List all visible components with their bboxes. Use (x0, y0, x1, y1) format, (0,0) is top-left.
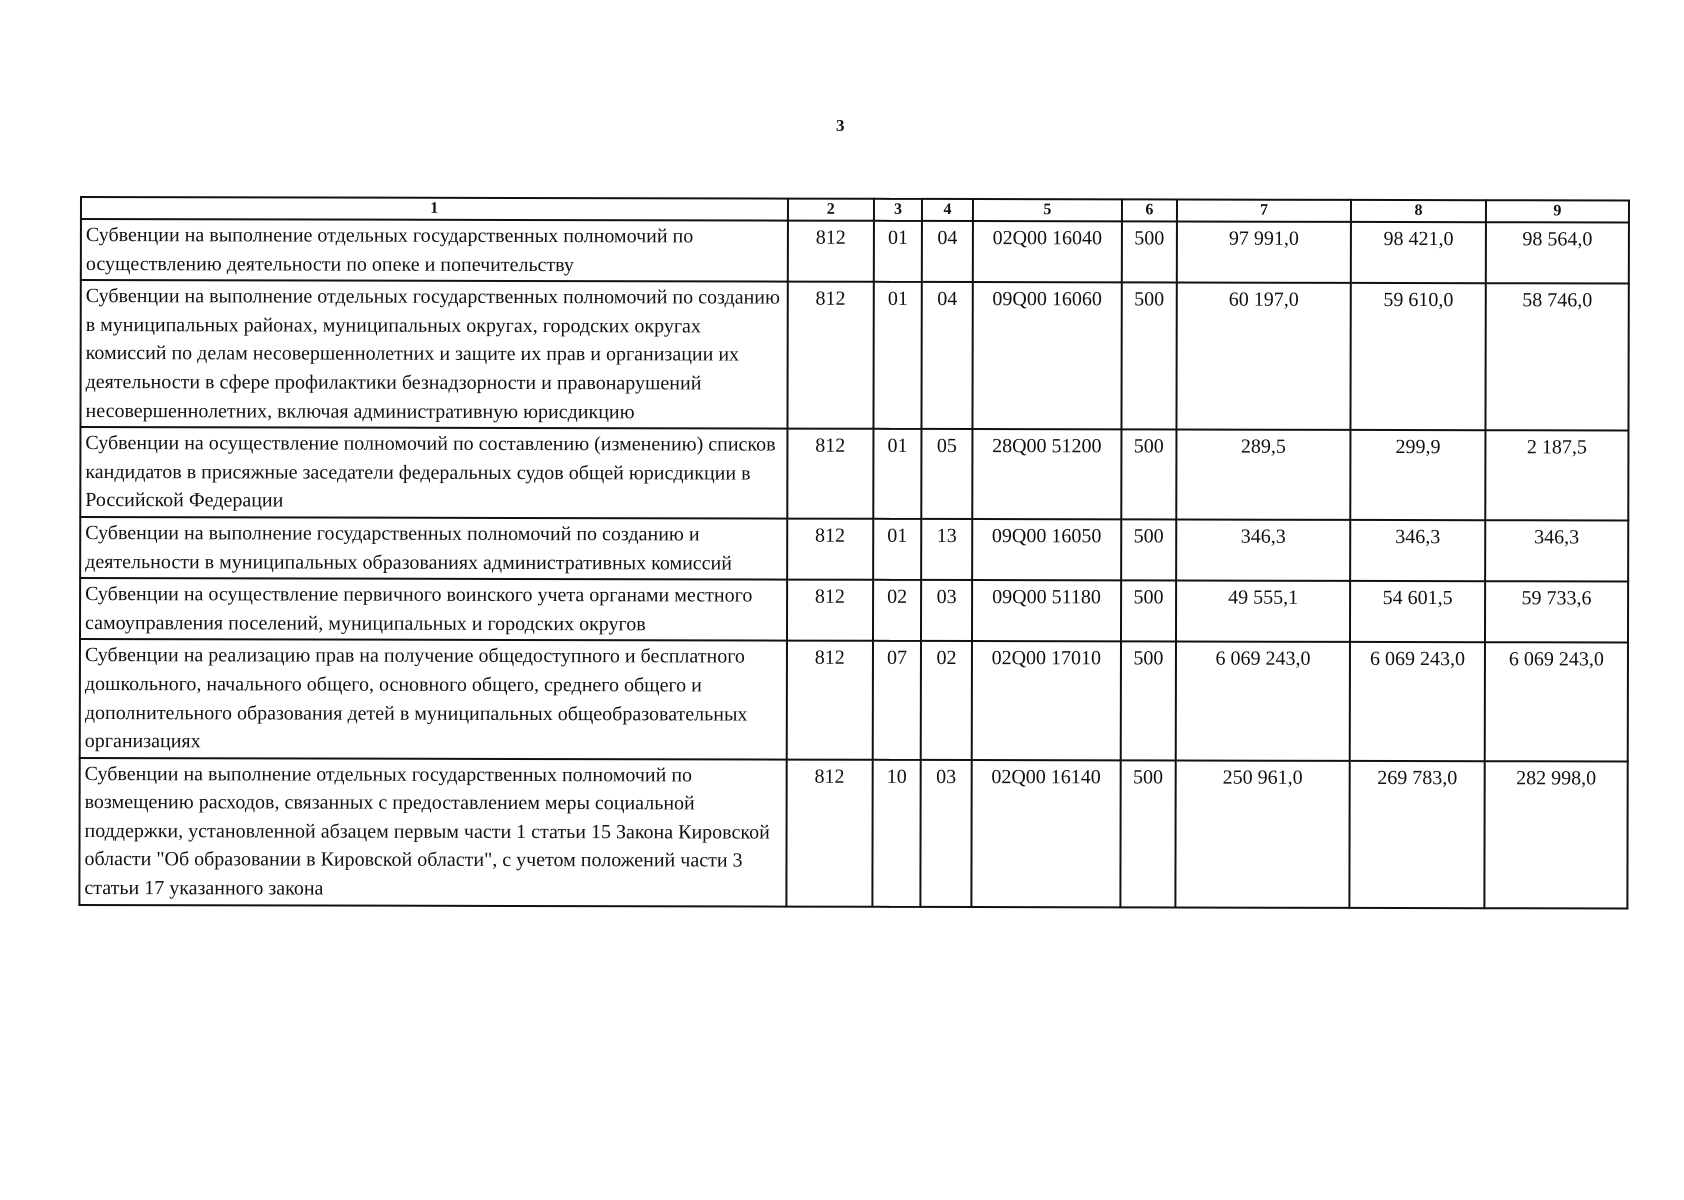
column-header: 8 (1351, 200, 1486, 222)
row-value-1: 250 961,0 (1175, 760, 1350, 907)
row-value-3: 98 564,0 (1486, 222, 1629, 284)
row-subsection: 02 (921, 641, 972, 759)
column-header: 4 (922, 199, 973, 221)
row-value-2: 346,3 (1350, 520, 1485, 581)
row-type: 500 (1122, 283, 1177, 430)
table-row (79, 758, 1627, 908)
column-header: 3 (874, 199, 922, 221)
row-value-2: 98 421,0 (1351, 222, 1486, 283)
row-value-3: 2 187,5 (1485, 430, 1628, 520)
row-subsection: 03 (921, 580, 972, 641)
table-row (80, 280, 1628, 430)
row-section: 10 (872, 759, 921, 906)
row-value-2: 269 783,0 (1350, 761, 1485, 908)
row-value-1: 289,5 (1176, 430, 1351, 520)
row-description: Субвенции на осуществление первичного воинского учета органами местного самоуправления поселений, муниципальных и городских округов (80, 578, 787, 641)
row-type: 500 (1121, 430, 1176, 520)
row-code: 812 (787, 429, 873, 519)
row-target: 02Q00 16040 (973, 221, 1122, 283)
row-section: 07 (873, 641, 922, 759)
row-section: 02 (873, 580, 921, 641)
table-row (80, 517, 1628, 582)
row-code: 812 (787, 580, 873, 641)
column-header: 9 (1486, 200, 1629, 222)
column-header: 5 (973, 199, 1122, 221)
row-description: Субвенции на осуществление полномочий по составлению (изменению) списков кандидатов в присяжные заседатели федеральных судов общей юрисдикции в Российской Федерации (80, 427, 787, 518)
row-description: Субвенции на реализацию прав на получение общедоступного и бесплатного дошкольного, начального общего, основного общего, среднего общего и дополнительного образования детей в муниципальных общеобразовательных организациях (80, 639, 787, 759)
row-value-2: 59 610,0 (1351, 283, 1486, 430)
table-row (80, 578, 1628, 643)
row-type: 500 (1121, 642, 1176, 760)
row-target: 02Q00 17010 (971, 641, 1121, 760)
row-value-3: 346,3 (1485, 520, 1628, 582)
column-header: 2 (788, 199, 874, 221)
row-section: 01 (873, 429, 922, 519)
row-value-2: 54 601,5 (1350, 581, 1485, 642)
page-number: 3 (836, 116, 845, 135)
row-subsection: 13 (921, 519, 972, 580)
row-code: 812 (786, 759, 873, 906)
row-value-2: 6 069 243,0 (1350, 642, 1485, 761)
row-value-3: 59 733,6 (1485, 581, 1628, 643)
row-description: Субвенции на выполнение отдельных государственных полномочий по возмещению расходов, связанных с предоставлением меры социальной поддержки, установленной абзацем первым части 1 статьи 15 Закона Кировской области "Об образовании в Кировской области", с учетом положений части 3 статьи 17 указанного закона (79, 758, 786, 907)
row-type: 500 (1122, 221, 1177, 282)
row-code: 812 (787, 221, 873, 282)
row-value-1: 346,3 (1176, 519, 1351, 581)
row-value-1: 97 991,0 (1177, 221, 1352, 283)
row-target: 28Q00 51200 (972, 429, 1122, 519)
row-subsection: 04 (922, 282, 973, 429)
row-code: 812 (787, 519, 873, 580)
table-row (81, 219, 1629, 284)
row-type: 500 (1121, 519, 1176, 580)
table-row (80, 639, 1628, 761)
row-value-2: 299,9 (1351, 430, 1486, 520)
row-subsection: 05 (922, 429, 973, 519)
budget-table (78, 196, 1630, 909)
row-value-1: 49 555,1 (1176, 581, 1351, 643)
row-description: Субвенции на выполнение государственных полномочий по созданию и деятельности в муниципальных образованиях административных комиссий (80, 517, 787, 580)
column-header: 6 (1122, 199, 1177, 221)
row-subsection: 03 (921, 760, 972, 907)
row-type: 500 (1121, 580, 1176, 641)
row-description: Субвенции на выполнение отдельных государственных полномочий по созданию в муниципальных районах, муниципальных округах, городских округах комиссий по делам несовершеннолетних и защите их прав и организации их деятельности в сфере профилактики безнадзорности и правонарушений несовершеннолетних, включая административную юрисдикцию (80, 280, 787, 429)
row-target: 09Q00 16060 (972, 282, 1122, 429)
row-section: 01 (873, 282, 922, 429)
column-header: 1 (81, 197, 788, 221)
row-value-1: 6 069 243,0 (1175, 642, 1350, 761)
table-row (80, 427, 1628, 520)
row-value-1: 60 197,0 (1176, 283, 1351, 430)
row-value-3: 58 746,0 (1485, 283, 1628, 430)
row-description: Субвенции на выполнение отдельных государственных полномочий по осуществлению деятельности по опеке и попечительству (81, 219, 788, 282)
row-target: 09Q00 51180 (972, 580, 1121, 642)
row-target: 09Q00 16050 (972, 519, 1121, 581)
row-code: 812 (786, 641, 872, 760)
row-value-3: 6 069 243,0 (1485, 643, 1628, 762)
row-value-3: 282 998,0 (1484, 761, 1627, 908)
column-header: 7 (1177, 199, 1352, 221)
row-section: 01 (874, 221, 922, 282)
row-code: 812 (787, 282, 874, 429)
row-type: 500 (1120, 760, 1175, 907)
row-subsection: 04 (922, 221, 973, 282)
row-section: 01 (873, 519, 921, 580)
row-target: 02Q00 16140 (971, 760, 1121, 907)
